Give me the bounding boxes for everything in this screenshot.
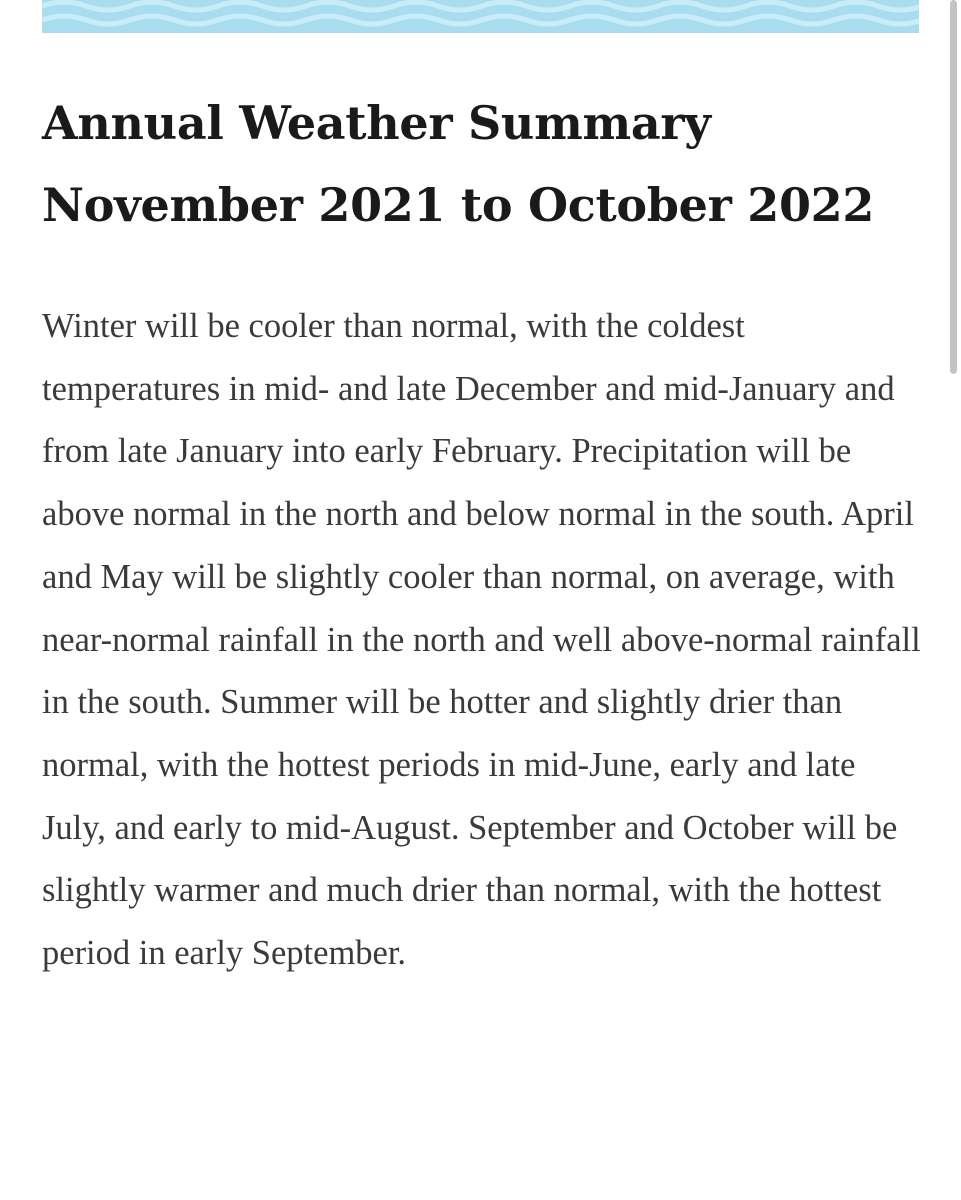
wave-pattern-graphic [42,0,919,33]
article [42,82,927,985]
title-line-1: Annual Weather Summary [42,96,711,150]
wave-banner [42,0,919,33]
scrollbar[interactable] [949,0,961,1200]
scrollbar-thumb[interactable] [950,0,957,374]
page-title [42,82,927,246]
forecast-paragraph: Winter will be cooler than normal, with the coldest temperatures in mid- and late December and mid-January and from late January into early February. Precipitation will be above normal in the north and below normal in the south. April and May will be slightly cooler than normal, on average, with near-normal rainfall in the north and well above-normal rainfall in the south. Summer will be hotter and slightly drier than normal, with the hottest periods in mid-June, early and late July, and early to mid-August. September and October will be slightly warmer and much drier than normal, with the hottest period in early September. [42,307,921,973]
title-line-2: November 2021 to October 2022 [42,178,875,232]
